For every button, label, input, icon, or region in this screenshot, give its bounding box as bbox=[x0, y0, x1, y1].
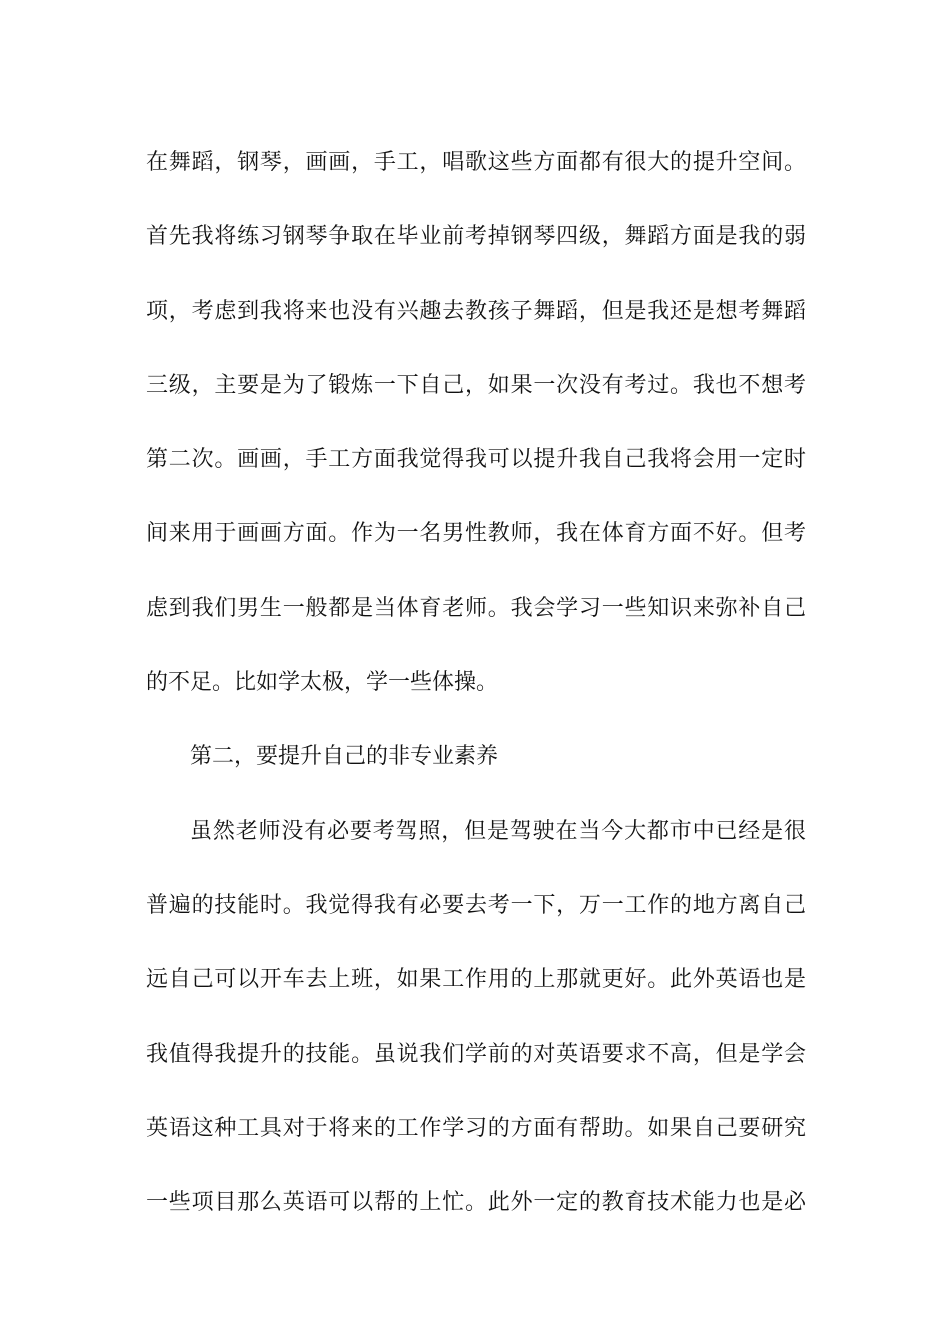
text-line-3: 项，考虑到我将来也没有兴趣去教孩子舞蹈，但是我还是想考舞蹈 bbox=[146, 298, 806, 324]
text-line-11: 普遍的技能时。我觉得我有必要去考一下，万一工作的地方离自己 bbox=[146, 892, 806, 918]
text-line-6: 间来用于画画方面。作为一名男性教师，我在体育方面不好。但考 bbox=[146, 521, 806, 547]
text-line-14: 英语这种工具对于将来的工作学习的方面有帮助。如果自己要研究 bbox=[146, 1115, 806, 1141]
text-line-10: 虽然老师没有必要考驾照，但是驾驶在当今大都市中已经是很 bbox=[190, 818, 806, 844]
text-line-7: 虑到我们男生一般都是当体育老师。我会学习一些知识来弥补自己 bbox=[146, 595, 806, 621]
text-line-13: 我值得我提升的技能。虽说我们学前的对英语要求不高，但是学会 bbox=[146, 1041, 806, 1067]
text-line-8: 的不足。比如学太极，学一些体操。 bbox=[146, 670, 499, 696]
text-line-15: 一些项目那么英语可以帮的上忙。此外一定的教育技术能力也是必 bbox=[146, 1190, 806, 1216]
text-line-4: 三级，主要是为了锻炼一下自己，如果一次没有考过。我也不想考 bbox=[146, 372, 806, 398]
text-line-12: 远自己可以开车去上班，如果工作用的上那就更好。此外英语也是 bbox=[146, 967, 806, 993]
text-line-2: 首先我将练习钢琴争取在毕业前考掉钢琴四级，舞蹈方面是我的弱 bbox=[146, 224, 806, 250]
document-body bbox=[146, 126, 806, 1240]
text-line-1: 在舞蹈，钢琴，画画，手工，唱歌这些方面都有很大的提升空间。 bbox=[146, 150, 806, 175]
text-line-5: 第二次。画画，手工方面我觉得我可以提升我自己我将会用一定时 bbox=[146, 447, 806, 473]
section-heading: 第二，要提升自己的非专业素养 bbox=[190, 744, 499, 770]
